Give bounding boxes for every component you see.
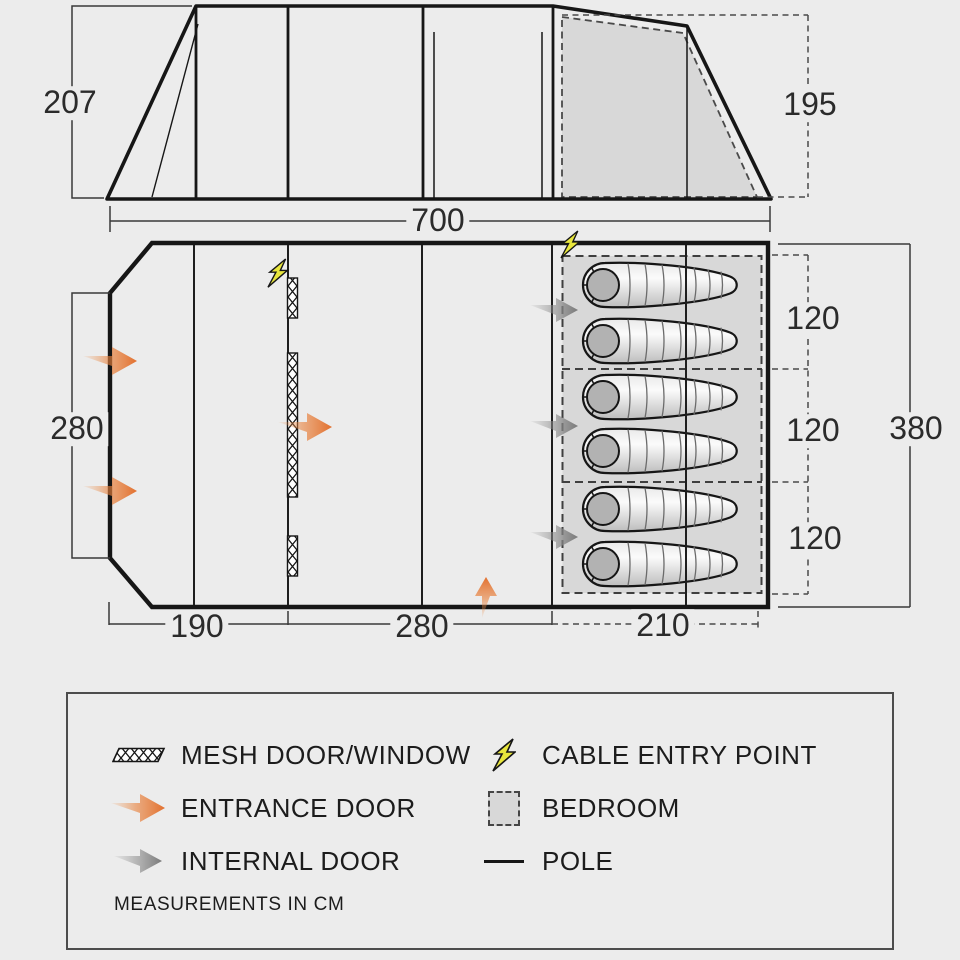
dim-label-190: 190: [165, 610, 228, 644]
dim-label-207: 207: [38, 86, 101, 120]
dim-label-280-left: 280: [45, 412, 108, 446]
legend-label: INTERNAL DOOR: [181, 845, 401, 876]
dim-label-120-c: 120: [783, 522, 846, 556]
legend-label: MESH DOOR/WINDOW: [181, 739, 471, 770]
bedroom-area: [563, 256, 762, 593]
legend-label: POLE: [542, 845, 614, 876]
legend-label: BEDROOM: [542, 792, 680, 823]
legend-item-bedroom: [480, 790, 680, 826]
legend-item-cable: [480, 737, 817, 773]
internal-door-icon: [110, 846, 168, 876]
dim-label-380: 380: [884, 412, 947, 446]
elevation-view: [72, 6, 808, 232]
measurements-note: MEASUREMENTS IN CM: [114, 894, 345, 915]
legend-item-pole: [480, 843, 613, 879]
entrance-door-icon: [110, 791, 168, 825]
pole-icon: [480, 860, 528, 863]
elevation-pole-lines: [196, 7, 553, 198]
legend-box: [66, 692, 894, 950]
legend-label: ENTRANCE DOOR: [181, 792, 416, 823]
dim-label-120-a: 120: [781, 302, 844, 336]
legend-item-internal: [110, 843, 400, 879]
dim-label-700: 700: [406, 204, 469, 238]
legend-item-mesh: [110, 737, 471, 773]
dim-label-210: 210: [631, 609, 694, 643]
legend-label: CABLE ENTRY POINT: [542, 739, 817, 770]
cable-entry-icon: [480, 738, 528, 772]
dim-label-120-b: 120: [781, 414, 844, 448]
bedroom-icon: [480, 791, 528, 826]
dim-label-195: 195: [778, 88, 841, 122]
mesh-icon: [110, 747, 168, 763]
dim-label-280-bottom: 280: [390, 610, 453, 644]
legend-item-entrance: [110, 790, 416, 826]
